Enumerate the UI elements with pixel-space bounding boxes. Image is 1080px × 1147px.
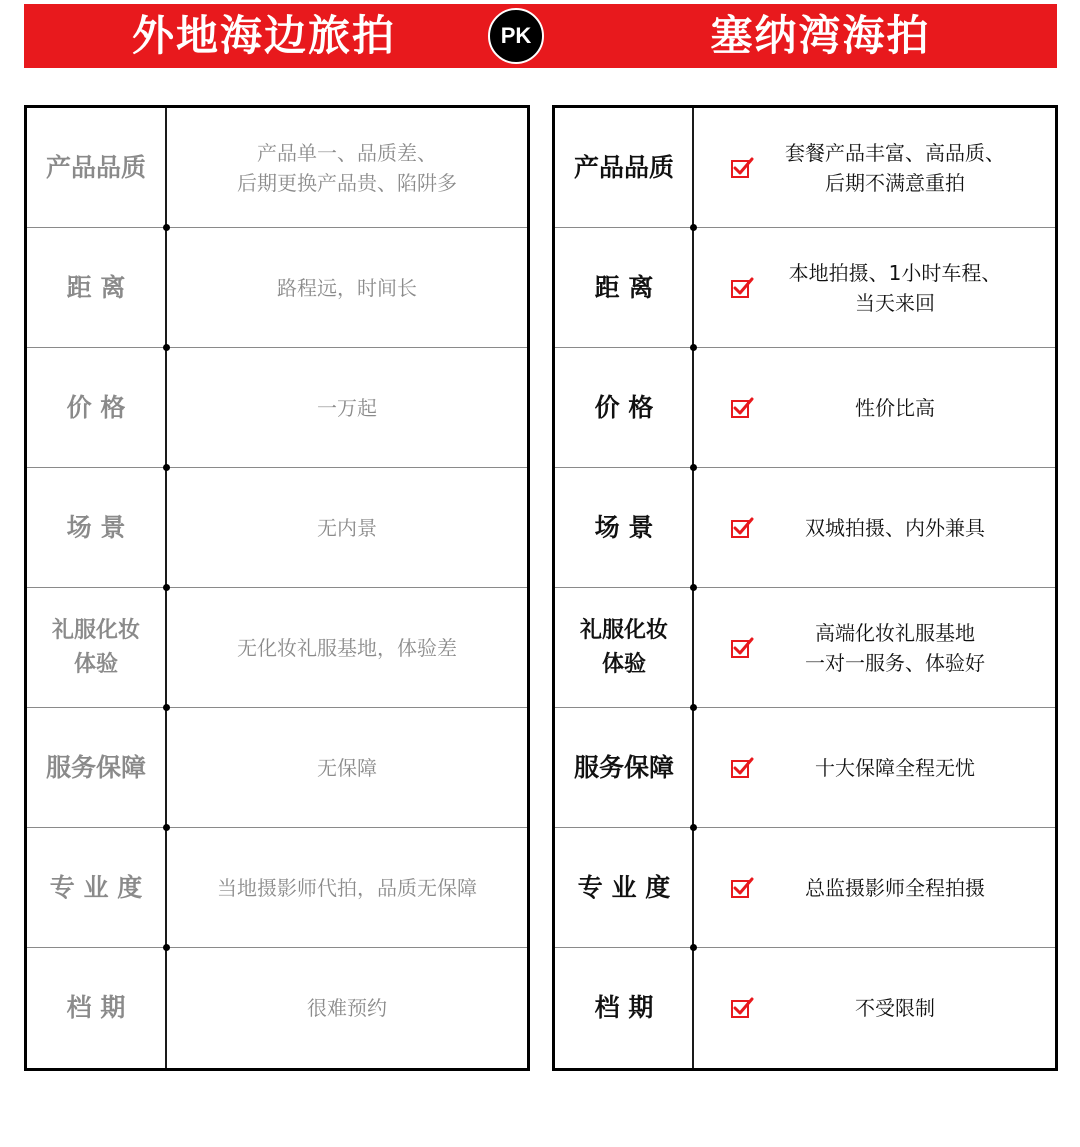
table-row (27, 828, 527, 948)
table-row (27, 948, 527, 1068)
row-label: 档 期 (594, 993, 654, 1022)
row-value: 当地摄影师代拍，品质无保障 (217, 876, 477, 900)
row-value: 很难预约 (307, 996, 387, 1020)
row-value: 无保障 (317, 756, 377, 780)
row-value: 无化妆礼服基地，体验差 (237, 636, 457, 660)
row-label: 价 格 (594, 393, 654, 422)
table-row (555, 108, 1055, 228)
table-row (555, 228, 1055, 348)
table-row (555, 708, 1055, 828)
row-label: 礼服化妆 体验 (51, 618, 140, 677)
table-row (27, 228, 527, 348)
row-value: 高端化妆礼服基地 一对一服务、体验好 (805, 621, 985, 675)
table-row (555, 588, 1055, 708)
row-value: 双城拍摄、内外兼具 (805, 516, 985, 540)
row-label: 产品品质 (45, 153, 146, 182)
comparison-table-sainawan (552, 105, 1058, 1071)
row-value: 性价比高 (855, 396, 935, 420)
table-row (555, 828, 1055, 948)
row-value: 一万起 (317, 396, 377, 420)
row-label: 场 景 (594, 513, 654, 542)
table-row (555, 948, 1055, 1068)
row-label: 产品品质 (573, 153, 674, 182)
row-label: 专 业 度 (49, 873, 143, 902)
table-row (27, 708, 527, 828)
row-label: 专 业 度 (577, 873, 671, 902)
table-row (27, 468, 527, 588)
right-title: 塞纳湾海拍 (710, 11, 931, 60)
row-label: 礼服化妆 体验 (579, 618, 668, 677)
row-label: 档 期 (66, 993, 126, 1022)
table-row (555, 468, 1055, 588)
row-value: 路程远，时间长 (277, 276, 417, 300)
left-title: 外地海边旅拍 (131, 11, 396, 60)
row-label: 服务保障 (573, 753, 674, 782)
table-row (555, 348, 1055, 468)
row-value: 套餐产品丰富、高品质、 后期不满意重拍 (785, 141, 1005, 195)
row-label: 服务保障 (45, 753, 146, 782)
row-label: 价 格 (66, 393, 126, 422)
row-label: 距 离 (594, 273, 654, 302)
row-value: 无内景 (317, 516, 377, 540)
row-value: 本地拍摄、1小时车程、 当天来回 (788, 261, 1002, 315)
row-value: 产品单一、品质差、 后期更换产品贵、陷阱多 (237, 141, 457, 195)
table-row (27, 588, 527, 708)
row-value: 总监摄影师全程拍摄 (805, 876, 985, 900)
row-value: 十大保障全程无忧 (815, 756, 975, 780)
row-label: 场 景 (66, 513, 126, 542)
comparison-table-other (24, 105, 530, 1071)
row-label: 距 离 (66, 273, 126, 302)
table-row (27, 108, 527, 228)
pk-badge: PK (488, 8, 544, 64)
table-row (27, 348, 527, 468)
row-value: 不受限制 (855, 996, 935, 1020)
